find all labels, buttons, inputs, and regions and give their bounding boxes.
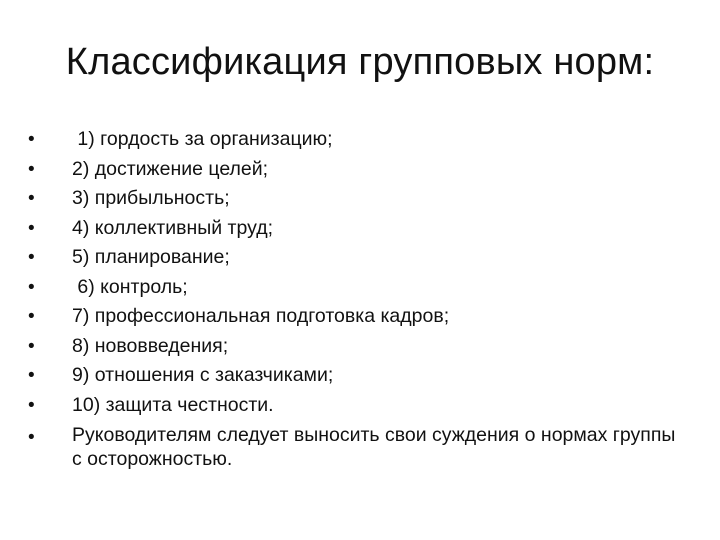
- list-item-text: 4) коллективный труд;: [72, 216, 274, 239]
- bullet-icon: •: [28, 158, 35, 180]
- bullet-icon: •: [28, 306, 35, 327]
- bullet-icon: •: [28, 217, 35, 239]
- list-item: [28, 361, 678, 391]
- list-item: [28, 302, 678, 332]
- list-item-text: 1) гордость за организацию;: [72, 128, 333, 150]
- bullet-icon: •: [28, 365, 35, 386]
- list-item-text: 7) профессиональная подготовка кадров;: [72, 305, 450, 327]
- list-item: [28, 125, 678, 155]
- bullet-list: [28, 125, 678, 471]
- list-item: [28, 332, 678, 362]
- list-item-text: 2) достижение целей;: [72, 157, 269, 180]
- list-item: [28, 420, 678, 471]
- list-item-text: 6) контроль;: [72, 275, 188, 298]
- bullet-icon: •: [28, 129, 35, 150]
- bullet-icon: •: [28, 335, 35, 357]
- bullet-icon: •: [28, 247, 35, 268]
- bullet-icon: •: [28, 276, 35, 298]
- list-item: [28, 391, 678, 421]
- list-item-text: 3) прибыльность;: [72, 187, 230, 209]
- bullet-icon: •: [28, 188, 35, 209]
- list-item-text: 5) планирование;: [72, 246, 230, 268]
- bullet-icon: •: [28, 427, 35, 448]
- list-item-text: Руководителям следует выносить свои суждения о нормах группы с осторожностью.: [72, 424, 676, 470]
- list-item: [28, 184, 678, 214]
- list-item-text: 9) отношения с заказчиками;: [72, 364, 334, 386]
- list-item: [28, 273, 678, 303]
- list-item: [28, 214, 678, 244]
- list-item-text: 8) нововведения;: [72, 334, 229, 357]
- list-item: [28, 155, 678, 185]
- list-item-text: 10) защита честности.: [72, 393, 274, 416]
- slide-title: Классификация групповых норм:: [65, 41, 655, 83]
- list-item: [28, 243, 678, 273]
- bullet-icon: •: [28, 394, 35, 416]
